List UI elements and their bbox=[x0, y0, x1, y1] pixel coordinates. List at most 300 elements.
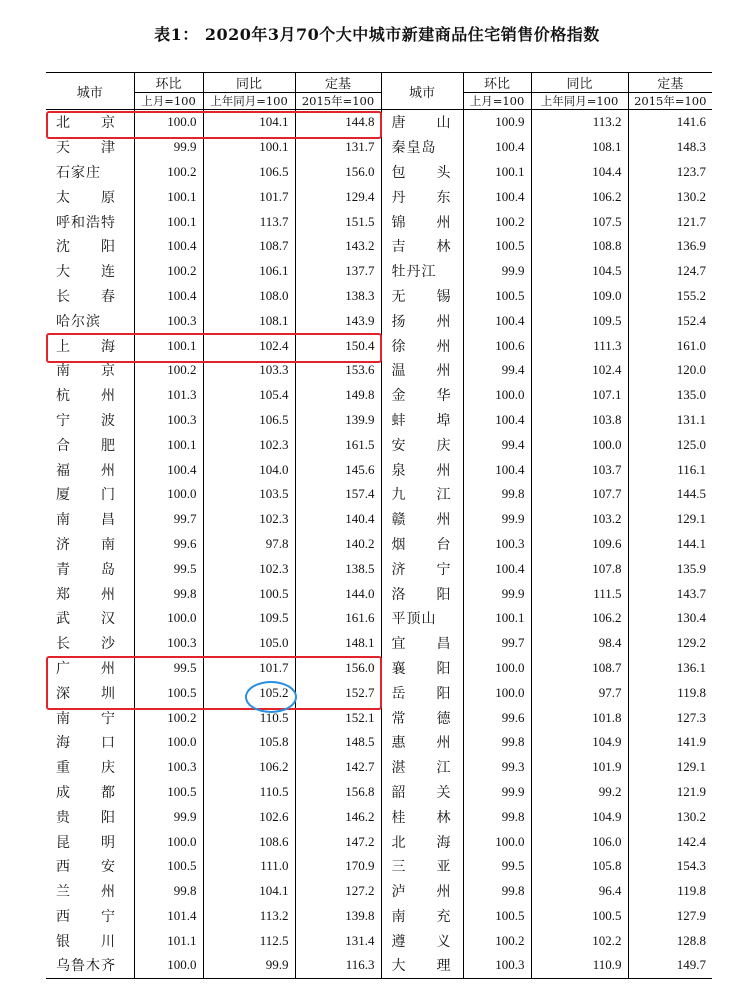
city-cell: 太 原 bbox=[46, 184, 134, 209]
yoy-cell: 101.9 bbox=[531, 755, 628, 780]
table-row bbox=[46, 308, 712, 333]
col-header-mom-right: 环比 bbox=[463, 73, 531, 93]
fixed-cell: 140.2 bbox=[295, 532, 381, 557]
city-cell: 天 津 bbox=[46, 135, 134, 160]
fixed-cell: 144.8 bbox=[295, 110, 381, 135]
mom-cell: 100.5 bbox=[134, 680, 203, 705]
yoy-cell: 106.2 bbox=[531, 606, 628, 631]
city-cell: 南 昌 bbox=[46, 507, 134, 532]
mom-cell: 99.9 bbox=[134, 804, 203, 829]
city-cell: 徐 州 bbox=[381, 333, 463, 358]
col-header-fixed-left: 定基 bbox=[295, 73, 381, 93]
city-cell: 襄 阳 bbox=[381, 656, 463, 681]
city-cell: 遵 义 bbox=[381, 928, 463, 953]
col-subheader-yoy-left: 上年同月=100 bbox=[203, 93, 295, 110]
col-subheader-mom-right: 上月=100 bbox=[463, 93, 531, 110]
yoy-cell: 104.9 bbox=[531, 804, 628, 829]
mom-cell: 100.4 bbox=[463, 135, 531, 160]
col-subheader-fixed-left: 2015年=100 bbox=[295, 93, 381, 110]
fixed-cell: 130.2 bbox=[676, 188, 706, 204]
city-cell: 常 德 bbox=[381, 705, 463, 730]
yoy-cell: 104.1 bbox=[203, 879, 295, 904]
city-cell: 烟 台 bbox=[381, 532, 463, 557]
city-cell: 杭 州 bbox=[46, 383, 134, 408]
mom-cell: 99.9 bbox=[463, 507, 531, 532]
fixed-cell: 128.8 bbox=[676, 932, 706, 948]
yoy-cell: 105.4 bbox=[203, 383, 295, 408]
yoy-cell: 105.2 bbox=[203, 680, 295, 705]
fixed-cell: 119.8 bbox=[677, 684, 706, 700]
fixed-cell: 150.4 bbox=[295, 333, 381, 358]
yoy-cell: 113.2 bbox=[531, 110, 628, 135]
yoy-cell: 104.1 bbox=[203, 110, 295, 135]
fixed-cell: 138.5 bbox=[295, 556, 381, 581]
table-row bbox=[46, 234, 712, 259]
col-header-city-left: 城市 bbox=[46, 73, 134, 110]
city-cell: 洛 阳 bbox=[381, 581, 463, 606]
city-cell: 福 州 bbox=[46, 457, 134, 482]
fixed-cell: 121.7 bbox=[676, 213, 706, 229]
fixed-cell: 148.5 bbox=[295, 730, 381, 755]
mom-cell: 100.4 bbox=[463, 184, 531, 209]
yoy-cell: 96.4 bbox=[531, 879, 628, 904]
city-cell: 上 海 bbox=[46, 333, 134, 358]
city-cell: 贵 阳 bbox=[46, 804, 134, 829]
yoy-cell: 102.4 bbox=[203, 333, 295, 358]
fixed-cell: 148.3 bbox=[676, 139, 706, 155]
mom-cell: 101.3 bbox=[134, 383, 203, 408]
fixed-cell: 140.4 bbox=[295, 507, 381, 532]
fixed-cell: 144.1 bbox=[676, 535, 706, 551]
yoy-cell: 102.4 bbox=[531, 358, 628, 383]
mom-cell: 100.2 bbox=[463, 209, 531, 234]
city-cell: 无 锡 bbox=[381, 284, 463, 309]
yoy-cell: 98.4 bbox=[531, 631, 628, 656]
col-header-yoy-left: 同比 bbox=[203, 73, 295, 93]
fixed-cell: 131.4 bbox=[295, 928, 381, 953]
table-row bbox=[46, 432, 712, 457]
fixed-cell: 154.3 bbox=[676, 858, 706, 874]
yoy-cell: 105.8 bbox=[203, 730, 295, 755]
fixed-cell: 143.2 bbox=[295, 234, 381, 259]
fixed-cell: 156.0 bbox=[295, 656, 381, 681]
fixed-cell: 139.9 bbox=[295, 408, 381, 433]
fixed-cell: 153.6 bbox=[295, 358, 381, 383]
mom-cell: 100.4 bbox=[463, 408, 531, 433]
mom-cell: 100.1 bbox=[134, 432, 203, 457]
mom-cell: 99.9 bbox=[463, 780, 531, 805]
city-cell: 唐 山 bbox=[381, 110, 463, 135]
city-cell: 武 汉 bbox=[46, 606, 134, 631]
yoy-cell: 111.5 bbox=[531, 581, 628, 606]
fixed-cell: 125.0 bbox=[676, 436, 706, 452]
yoy-cell: 109.0 bbox=[531, 284, 628, 309]
table-row bbox=[46, 780, 712, 805]
col-subheader-fixed-right: 2015年=100 bbox=[628, 93, 712, 110]
mom-cell: 100.4 bbox=[134, 457, 203, 482]
table-title: 表1： 2020年3月70个大中城市新建商品住宅销售价格指数 bbox=[154, 25, 600, 44]
table-row bbox=[46, 556, 712, 581]
table-row bbox=[46, 507, 712, 532]
yoy-cell: 109.5 bbox=[203, 606, 295, 631]
city-cell: 大 连 bbox=[46, 259, 134, 284]
mom-cell: 99.5 bbox=[463, 854, 531, 879]
yoy-cell: 100.5 bbox=[203, 581, 295, 606]
fixed-cell: 161.0 bbox=[676, 337, 706, 353]
mom-cell: 99.8 bbox=[463, 804, 531, 829]
table-row bbox=[46, 928, 712, 953]
mom-cell: 100.3 bbox=[463, 953, 531, 978]
city-cell: 桂 林 bbox=[381, 804, 463, 829]
mom-cell: 100.0 bbox=[134, 606, 203, 631]
city-cell: 南 宁 bbox=[46, 705, 134, 730]
highlight-box-guangzhou-shenzhen bbox=[46, 656, 382, 710]
city-cell: 郑 州 bbox=[46, 581, 134, 606]
fixed-cell: 156.8 bbox=[295, 780, 381, 805]
fixed-cell: 121.9 bbox=[676, 783, 706, 799]
mom-cell: 100.0 bbox=[463, 680, 531, 705]
city-cell: 长 沙 bbox=[46, 631, 134, 656]
fixed-cell: 149.8 bbox=[295, 383, 381, 408]
city-cell: 广 州 bbox=[46, 656, 134, 681]
table-row bbox=[46, 904, 712, 929]
yoy-cell: 100.1 bbox=[203, 135, 295, 160]
highlight-box-shanghai bbox=[46, 333, 382, 363]
city-cell: 三 亚 bbox=[381, 854, 463, 879]
mom-cell: 100.1 bbox=[463, 606, 531, 631]
yoy-cell: 102.2 bbox=[531, 928, 628, 953]
mom-cell: 100.1 bbox=[134, 209, 203, 234]
yoy-cell: 108.6 bbox=[203, 829, 295, 854]
yoy-cell: 103.7 bbox=[531, 457, 628, 482]
table-row bbox=[46, 755, 712, 780]
fixed-cell: 127.3 bbox=[676, 709, 706, 725]
fixed-cell: 151.5 bbox=[295, 209, 381, 234]
city-cell: 重 庆 bbox=[46, 755, 134, 780]
yoy-cell: 108.1 bbox=[203, 308, 295, 333]
mom-cell: 100.0 bbox=[134, 482, 203, 507]
table-row bbox=[46, 408, 712, 433]
mom-cell: 99.8 bbox=[463, 482, 531, 507]
fixed-cell: 137.7 bbox=[295, 259, 381, 284]
city-cell: 海 口 bbox=[46, 730, 134, 755]
city-cell: 锦 州 bbox=[381, 209, 463, 234]
mom-cell: 99.9 bbox=[463, 581, 531, 606]
yoy-cell: 113.7 bbox=[203, 209, 295, 234]
yoy-cell: 97.7 bbox=[531, 680, 628, 705]
yoy-cell: 109.5 bbox=[531, 308, 628, 333]
mom-cell: 100.4 bbox=[134, 234, 203, 259]
mom-cell: 99.3 bbox=[463, 755, 531, 780]
fixed-cell: 138.3 bbox=[295, 284, 381, 309]
table-row bbox=[46, 804, 712, 829]
city-cell: 哈尔滨 bbox=[46, 308, 134, 333]
mom-cell: 100.3 bbox=[134, 631, 203, 656]
fixed-cell: 119.8 bbox=[677, 883, 706, 899]
yoy-cell: 111.0 bbox=[203, 854, 295, 879]
yoy-cell: 108.0 bbox=[203, 284, 295, 309]
yoy-cell: 106.2 bbox=[531, 184, 628, 209]
fixed-cell: 152.7 bbox=[295, 680, 381, 705]
mom-cell: 100.2 bbox=[134, 705, 203, 730]
yoy-cell: 99.2 bbox=[531, 780, 628, 805]
mom-cell: 100.1 bbox=[134, 184, 203, 209]
col-header-fixed-right: 定基 bbox=[628, 73, 712, 93]
fixed-cell: 129.2 bbox=[676, 635, 706, 651]
mom-cell: 100.6 bbox=[463, 333, 531, 358]
city-cell: 金 华 bbox=[381, 383, 463, 408]
fixed-cell: 116.1 bbox=[677, 461, 706, 477]
yoy-cell: 103.5 bbox=[203, 482, 295, 507]
city-cell: 泸 州 bbox=[381, 879, 463, 904]
mom-cell: 100.5 bbox=[134, 854, 203, 879]
fixed-cell: 170.9 bbox=[295, 854, 381, 879]
yoy-cell: 106.5 bbox=[203, 408, 295, 433]
city-cell: 成 都 bbox=[46, 780, 134, 805]
city-cell: 厦 门 bbox=[46, 482, 134, 507]
table-row bbox=[46, 581, 712, 606]
yoy-cell: 102.3 bbox=[203, 432, 295, 457]
yoy-cell: 110.5 bbox=[203, 780, 295, 805]
fixed-cell: 157.4 bbox=[295, 482, 381, 507]
mom-cell: 100.0 bbox=[134, 829, 203, 854]
fixed-cell: 141.6 bbox=[676, 114, 706, 130]
city-cell: 安 庆 bbox=[381, 432, 463, 457]
yoy-cell: 108.7 bbox=[531, 656, 628, 681]
city-cell: 济 宁 bbox=[381, 556, 463, 581]
yoy-cell: 104.9 bbox=[531, 730, 628, 755]
city-cell: 温 州 bbox=[381, 358, 463, 383]
city-cell: 九 江 bbox=[381, 482, 463, 507]
city-cell: 赣 州 bbox=[381, 507, 463, 532]
yoy-cell: 100.5 bbox=[531, 904, 628, 929]
fixed-cell: 136.9 bbox=[676, 238, 706, 254]
mom-cell: 100.3 bbox=[134, 755, 203, 780]
city-cell: 西 宁 bbox=[46, 904, 134, 929]
yoy-cell: 103.3 bbox=[203, 358, 295, 383]
yoy-cell: 102.3 bbox=[203, 556, 295, 581]
table-row bbox=[46, 259, 712, 284]
mom-cell: 100.2 bbox=[134, 160, 203, 185]
fixed-cell: 143.7 bbox=[676, 585, 706, 601]
mom-cell: 100.5 bbox=[134, 780, 203, 805]
yoy-cell: 110.9 bbox=[531, 953, 628, 978]
city-cell: 扬 州 bbox=[381, 308, 463, 333]
mom-cell: 99.7 bbox=[134, 507, 203, 532]
yoy-cell: 104.5 bbox=[531, 259, 628, 284]
city-cell: 大 理 bbox=[381, 953, 463, 978]
mom-cell: 99.6 bbox=[463, 705, 531, 730]
mom-cell: 99.4 bbox=[463, 432, 531, 457]
mom-cell: 100.0 bbox=[463, 383, 531, 408]
yoy-cell: 103.2 bbox=[531, 507, 628, 532]
mom-cell: 99.8 bbox=[463, 730, 531, 755]
yoy-cell: 107.8 bbox=[531, 556, 628, 581]
fixed-cell: 146.2 bbox=[295, 804, 381, 829]
fixed-cell: 152.1 bbox=[295, 705, 381, 730]
city-cell: 韶 关 bbox=[381, 780, 463, 805]
yoy-cell: 105.0 bbox=[203, 631, 295, 656]
table-row bbox=[46, 284, 712, 309]
city-cell: 丹 东 bbox=[381, 184, 463, 209]
mom-cell: 99.5 bbox=[134, 556, 203, 581]
yoy-cell: 106.1 bbox=[203, 259, 295, 284]
fixed-cell: 120.0 bbox=[676, 362, 706, 378]
city-cell: 平顶山 bbox=[381, 606, 463, 631]
table-row bbox=[46, 606, 712, 631]
yoy-cell: 97.8 bbox=[203, 532, 295, 557]
city-cell: 吉 林 bbox=[381, 234, 463, 259]
table-row bbox=[46, 383, 712, 408]
fixed-cell: 161.6 bbox=[295, 606, 381, 631]
yoy-cell: 101.8 bbox=[531, 705, 628, 730]
table-row bbox=[46, 631, 712, 656]
city-cell: 泉 州 bbox=[381, 457, 463, 482]
yoy-cell: 107.1 bbox=[531, 383, 628, 408]
yoy-cell: 111.3 bbox=[531, 333, 628, 358]
city-cell: 秦皇岛 bbox=[381, 135, 463, 160]
fixed-cell: 127.9 bbox=[676, 907, 706, 923]
price-index-table bbox=[46, 72, 712, 979]
fixed-cell: 152.4 bbox=[676, 312, 706, 328]
yoy-cell: 100.0 bbox=[531, 432, 628, 457]
yoy-cell: 101.7 bbox=[203, 184, 295, 209]
yoy-cell: 101.7 bbox=[203, 656, 295, 681]
city-cell: 湛 江 bbox=[381, 755, 463, 780]
mom-cell: 100.5 bbox=[463, 284, 531, 309]
fixed-cell: 116.3 bbox=[295, 953, 381, 978]
mom-cell: 100.3 bbox=[134, 408, 203, 433]
fixed-cell: 142.4 bbox=[676, 833, 706, 849]
table-row bbox=[46, 854, 712, 879]
yoy-cell: 108.8 bbox=[531, 234, 628, 259]
table-row bbox=[46, 209, 712, 234]
fixed-cell: 144.5 bbox=[676, 486, 706, 502]
city-cell: 长 春 bbox=[46, 284, 134, 309]
city-cell: 包 头 bbox=[381, 160, 463, 185]
fixed-cell: 135.0 bbox=[676, 387, 706, 403]
mom-cell: 100.0 bbox=[134, 110, 203, 135]
fixed-cell: 141.9 bbox=[676, 734, 706, 750]
yoy-cell: 106.2 bbox=[203, 755, 295, 780]
fixed-cell: 130.4 bbox=[676, 610, 706, 626]
mom-cell: 100.2 bbox=[463, 928, 531, 953]
mom-cell: 100.0 bbox=[463, 829, 531, 854]
highlight-circle-shenzhen-yoy bbox=[245, 681, 297, 713]
fixed-cell: 135.9 bbox=[676, 560, 706, 576]
mom-cell: 99.9 bbox=[134, 135, 203, 160]
mom-cell: 99.8 bbox=[134, 581, 203, 606]
city-cell: 呼和浩特 bbox=[46, 209, 134, 234]
mom-cell: 100.0 bbox=[134, 730, 203, 755]
yoy-cell: 110.5 bbox=[203, 705, 295, 730]
city-cell: 济 南 bbox=[46, 532, 134, 557]
yoy-cell: 107.5 bbox=[531, 209, 628, 234]
city-cell: 惠 州 bbox=[381, 730, 463, 755]
city-cell: 银 川 bbox=[46, 928, 134, 953]
fixed-cell: 124.7 bbox=[676, 263, 706, 279]
yoy-cell: 106.5 bbox=[203, 160, 295, 185]
yoy-cell: 109.6 bbox=[531, 532, 628, 557]
fixed-cell: 161.5 bbox=[295, 432, 381, 457]
mom-cell: 100.0 bbox=[134, 953, 203, 978]
mom-cell: 99.4 bbox=[463, 358, 531, 383]
fixed-cell: 129.4 bbox=[295, 184, 381, 209]
city-cell: 宁 波 bbox=[46, 408, 134, 433]
yoy-cell: 103.8 bbox=[531, 408, 628, 433]
fixed-cell: 129.1 bbox=[676, 511, 706, 527]
yoy-cell: 104.0 bbox=[203, 457, 295, 482]
col-subheader-yoy-right: 上年同月=100 bbox=[531, 93, 628, 110]
mom-cell: 99.5 bbox=[134, 656, 203, 681]
city-cell: 南 充 bbox=[381, 904, 463, 929]
table-row bbox=[46, 953, 712, 978]
mom-cell: 100.4 bbox=[463, 556, 531, 581]
mom-cell: 99.7 bbox=[463, 631, 531, 656]
highlight-box-beijing bbox=[46, 111, 382, 139]
mom-cell: 99.8 bbox=[463, 879, 531, 904]
city-cell: 昆 明 bbox=[46, 829, 134, 854]
table-row bbox=[46, 160, 712, 185]
city-cell: 西 安 bbox=[46, 854, 134, 879]
city-cell: 牡丹江 bbox=[381, 259, 463, 284]
fixed-cell: 130.2 bbox=[676, 808, 706, 824]
mom-cell: 100.2 bbox=[134, 358, 203, 383]
fixed-cell: 131.1 bbox=[676, 411, 706, 427]
fixed-cell: 156.0 bbox=[295, 160, 381, 185]
yoy-cell: 104.4 bbox=[531, 160, 628, 185]
table-row bbox=[46, 829, 712, 854]
yoy-cell: 108.1 bbox=[531, 135, 628, 160]
fixed-cell: 148.1 bbox=[295, 631, 381, 656]
city-cell: 青 岛 bbox=[46, 556, 134, 581]
mom-cell: 99.6 bbox=[134, 532, 203, 557]
yoy-cell: 102.3 bbox=[203, 507, 295, 532]
mom-cell: 100.1 bbox=[463, 160, 531, 185]
city-cell: 岳 阳 bbox=[381, 680, 463, 705]
fixed-cell: 127.2 bbox=[295, 879, 381, 904]
yoy-cell: 113.2 bbox=[203, 904, 295, 929]
mom-cell: 101.1 bbox=[134, 928, 203, 953]
yoy-cell: 102.6 bbox=[203, 804, 295, 829]
table-row bbox=[46, 482, 712, 507]
city-cell: 深 圳 bbox=[46, 680, 134, 705]
mom-cell: 99.8 bbox=[134, 879, 203, 904]
city-cell: 蚌 埠 bbox=[381, 408, 463, 433]
table-row bbox=[46, 532, 712, 557]
fixed-cell: 123.7 bbox=[676, 163, 706, 179]
yoy-cell: 99.9 bbox=[203, 953, 295, 978]
mom-cell: 100.0 bbox=[463, 656, 531, 681]
mom-cell: 100.3 bbox=[134, 308, 203, 333]
mom-cell: 101.4 bbox=[134, 904, 203, 929]
table-row bbox=[46, 184, 712, 209]
city-cell: 沈 阳 bbox=[46, 234, 134, 259]
city-cell: 石家庄 bbox=[46, 160, 134, 185]
city-cell: 南 京 bbox=[46, 358, 134, 383]
fixed-cell: 144.0 bbox=[295, 581, 381, 606]
mom-cell: 100.2 bbox=[134, 259, 203, 284]
mom-cell: 100.4 bbox=[463, 457, 531, 482]
city-cell: 合 肥 bbox=[46, 432, 134, 457]
fixed-cell: 136.1 bbox=[676, 659, 706, 675]
fixed-cell: 143.9 bbox=[295, 308, 381, 333]
mom-cell: 100.5 bbox=[463, 904, 531, 929]
fixed-cell: 155.2 bbox=[676, 287, 706, 303]
yoy-cell: 107.7 bbox=[531, 482, 628, 507]
fixed-cell: 129.1 bbox=[676, 759, 706, 775]
col-header-mom-left: 环比 bbox=[134, 73, 203, 93]
